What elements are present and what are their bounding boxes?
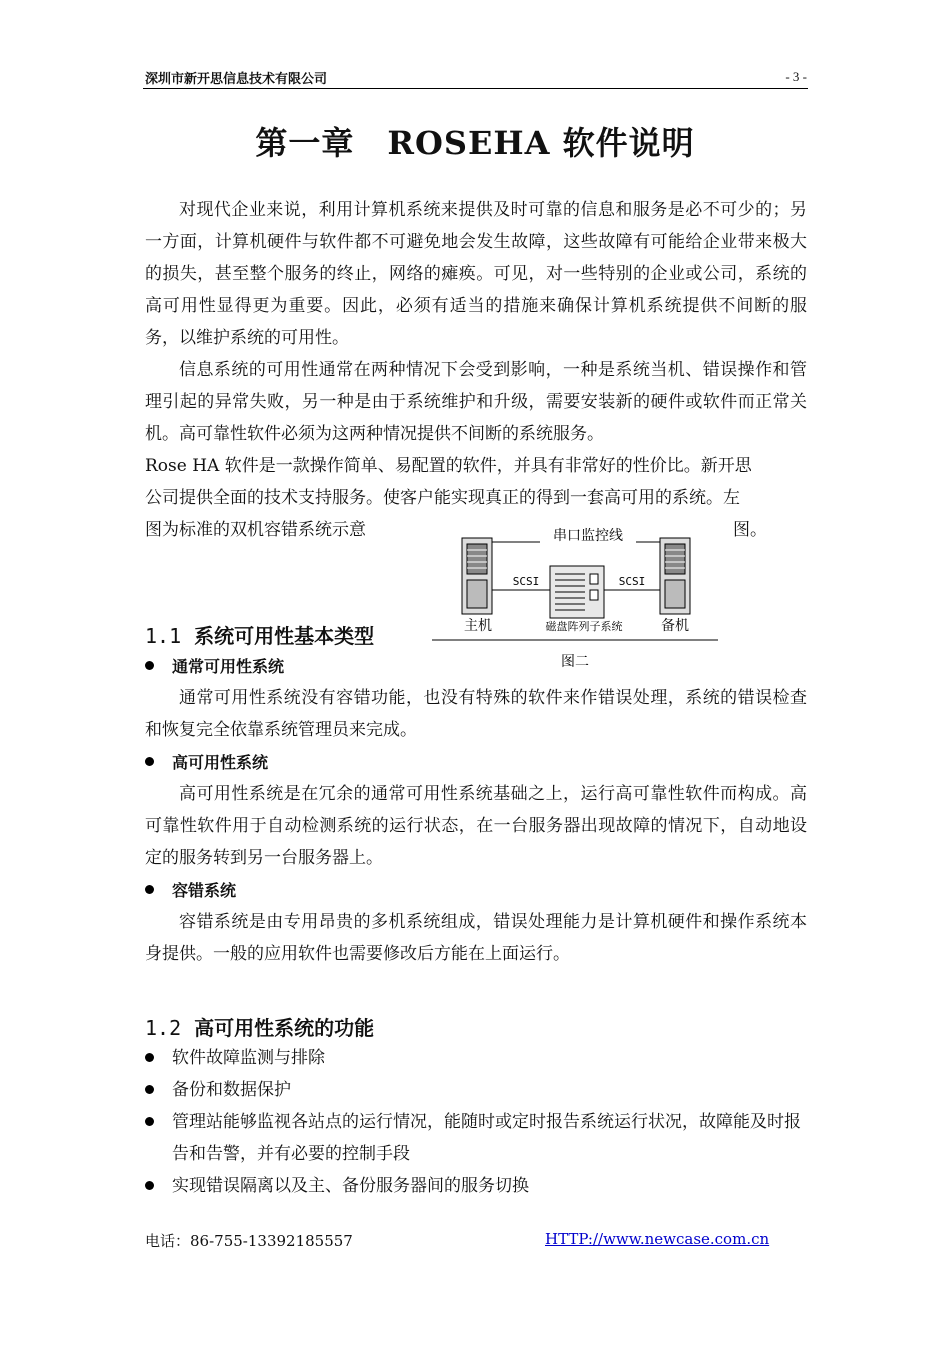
function-item (145, 1106, 807, 1170)
intro-paragraph-1: 对现代企业来说，利用计算机系统来提供及时可靠的信息和服务是必不可少的；另一方面，计算机硬件与软件都不可避免地会发生故障，这些故障有可能给企业带来极大的损失，甚至整个服务的终止，网络的瘫痪。可见，对一些特别的企业或公司，系统的高可用性显得更为重要。因此，必须有适当的措施来确保计算机系统提供不间断的服务，以维护系统的可用性。 (145, 200, 807, 348)
scsi-left-label: SCSI (512, 575, 540, 588)
function-item (145, 1042, 807, 1074)
footer-website-link[interactable]: HTTP://www.newcase.com.cn (545, 1230, 770, 1248)
intro-paragraph-2: 信息系统的可用性通常在两种情况下会受到影响，一种是系统当机、错误操作和管理引起的异常失败，另一种是由于系统维护和升级，需要安装新的硬件或软件而正常关机。高可靠性软件必须为这两种情况提供不间断的系统服务。 (145, 360, 807, 444)
function-item-text: 备份和数据保护 (172, 1080, 291, 1100)
bullet-normal-availability (145, 654, 284, 677)
bullet-icon (145, 1085, 154, 1094)
bullet-icon (145, 1117, 154, 1126)
header-divider (143, 88, 808, 89)
bullet-title-text: 通常可用性系统 (172, 657, 285, 676)
section-2-number: 1.2 (145, 1016, 182, 1040)
bullet-fault-tolerant (145, 878, 236, 901)
host-server-icon (462, 538, 492, 614)
section-2-title: 高可用性系统的功能 (194, 1016, 375, 1040)
bullet-icon (145, 1053, 154, 1062)
scsi-right-label: SCSI (618, 575, 646, 588)
chapter-title: 第一章 ROSEHA 软件说明 (255, 124, 695, 162)
disk-array-label: 磁盘阵列子系统 (545, 620, 623, 633)
disk-array-icon (550, 566, 604, 618)
backup-label: 备机 (661, 618, 689, 634)
intro-paragraph-3-line-2: 公司提供全面的技术支持服务。使客户能实现真正的得到一套高可用的系统。左 (145, 488, 740, 508)
section-1-title: 系统可用性基本类型 (194, 624, 375, 648)
section-2-heading (145, 1012, 374, 1041)
bullet-title-text: 容错系统 (172, 881, 237, 900)
header-company: 深圳市新开思信息技术有限公司 (145, 72, 328, 87)
intro-paragraph-3-end: 图。 (733, 520, 767, 540)
footer-phone: 电话：86-755-13392185557 (145, 1232, 353, 1250)
bullet-high-availability (145, 750, 268, 773)
bullet-icon (145, 1181, 154, 1190)
section-1-heading (145, 620, 374, 649)
bullet-icon (145, 661, 154, 670)
intro-paragraph-3-line-3: 图为标准的双机容错系统示意 (145, 520, 366, 540)
backup-server-icon (660, 538, 690, 614)
diagram-caption: 图二 (561, 654, 589, 670)
bullet-icon (145, 885, 154, 894)
dual-host-diagram (430, 518, 720, 678)
normal-availability-text: 通常可用性系统没有容错功能，也没有特殊的软件来作错误处理，系统的错误检查和恢复完全依靠系统管理员来完成。 (145, 688, 807, 740)
bullet-icon (145, 757, 154, 766)
fault-tolerant-text: 容错系统是由专用昂贵的多机系统组成，错误处理能力是计算机硬件和操作系统本身提供。一般的应用软件也需要修改后方能在上面运行。 (145, 912, 807, 964)
intro-paragraph-3-line-1: Rose HA 软件是一款操作简单、易配置的软件，并具有非常好的性价比。新开思 (145, 456, 752, 476)
function-item (145, 1074, 807, 1106)
host-label: 主机 (464, 618, 492, 634)
function-item (145, 1170, 807, 1202)
function-item-text: 软件故障监测与排除 (172, 1048, 325, 1068)
bullet-title-text: 高可用性系统 (172, 753, 269, 772)
function-item-text: 实现错误隔离以及主、备份服务器间的服务切换 (172, 1176, 529, 1196)
page-number: - 3 - (785, 69, 807, 84)
serial-line-label: 串口监控线 (553, 528, 623, 544)
section-1-number: 1.1 (145, 624, 182, 648)
high-availability-text: 高可用性系统是在冗余的通常可用性系统基础之上，运行高可靠性软件而构成。高可靠性软件用于自动检测系统的运行状态，在一台服务器出现故障的情况下，自动地设定的服务转到另一台服务器上。 (145, 784, 807, 868)
function-item-text: 管理站能够监视各站点的运行情况，能随时或定时报告系统运行状况，故障能及时报告和告警，并有必要的控制手段 (172, 1112, 801, 1164)
